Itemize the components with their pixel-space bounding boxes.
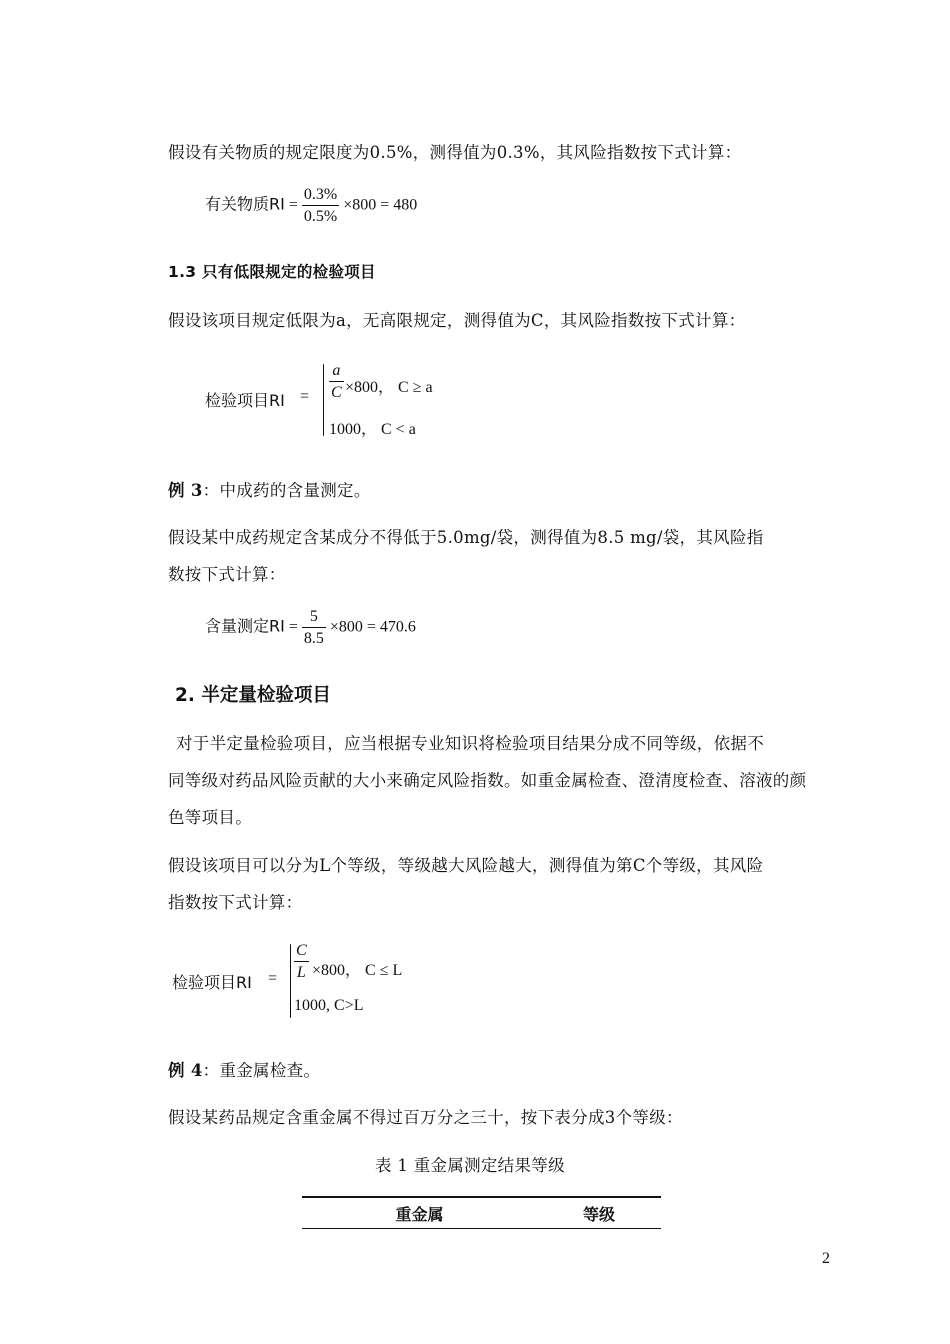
- formula-equals: =: [268, 970, 278, 987]
- piecewise-case-1: ×800， C ≥ a: [345, 379, 433, 396]
- formula-equals: =: [288, 196, 298, 214]
- heavy-metal-table: [302, 1196, 661, 1229]
- table-header-cell: 重金属: [395, 1204, 444, 1224]
- piecewise-brace: [323, 364, 324, 436]
- formula-result: ×800 = 470.6: [329, 618, 416, 636]
- section-heading-2: 2. 半定量检验项目: [175, 685, 331, 706]
- section-heading-1-3: 1.3 只有低限规定的检验项目: [168, 263, 376, 281]
- formula-equals: =: [300, 388, 310, 405]
- table-header-cell: 等级: [582, 1204, 615, 1224]
- paragraph-content-line-1: 假设某中成药规定含某成分不得低于5.0mg/袋，测得值为8.5 mg/袋，其风险指: [168, 528, 764, 547]
- paragraph-lower-limit: 假设该项目规定低限为a，无高限规定，测得值为C，其风险指数按下式计算：: [168, 311, 746, 330]
- formula-fraction: [302, 608, 326, 648]
- fraction-numerator: C: [294, 942, 309, 962]
- formula-label: 检验项目RI: [172, 973, 252, 992]
- piecewise-brace: [290, 944, 291, 1018]
- piecewise-case-2: 1000, C>L: [294, 997, 364, 1014]
- paragraph-semi-quantitative-line-1: 对于半定量检验项目，应当根据专业知识将检验项目结果分成不同等级，依据不: [176, 734, 764, 753]
- fraction-denominator: 8.5: [303, 630, 324, 647]
- formula-label: 含量测定RI: [205, 616, 285, 636]
- example-label: 例 3: [168, 481, 203, 500]
- formula-related-substances: [205, 186, 417, 226]
- fraction-numerator: a: [329, 362, 344, 382]
- formula-result: ×800 = 480: [343, 196, 418, 214]
- table-caption: 表 1 重金属测定结果等级: [375, 1156, 565, 1175]
- fraction-denominator: L: [296, 964, 306, 981]
- paragraph-semi-quantitative-line-3: 色等项目。: [168, 808, 252, 827]
- fraction-denominator: 0.5%: [303, 208, 338, 225]
- paragraph-levels-line-1: 假设该项目可以分为L个等级，等级越大风险越大，测得值为第C个等级，其风险: [168, 856, 764, 875]
- example-3: [168, 477, 371, 501]
- example-label: 例 4: [168, 1061, 203, 1080]
- paragraph-levels-line-2: 指数按下式计算：: [168, 893, 303, 912]
- formula-levels-piecewise: [172, 940, 492, 1020]
- paragraph-content-line-2: 数按下式计算：: [168, 565, 286, 584]
- example-text: ：中成药的含量测定。: [202, 481, 371, 500]
- piecewise-case-1: ×800， C ≤ L: [312, 962, 403, 979]
- paragraph-related-substances: 假设有关物质的规定限度为0.5%，测得值为0.3%，其风险指数按下式计算：: [168, 143, 742, 162]
- example-4: [168, 1057, 320, 1081]
- formula-lower-limit-piecewise: [205, 360, 505, 440]
- example-text: ：重金属检查。: [202, 1061, 321, 1080]
- paragraph-heavy-metal: 假设某药品规定含重金属不得过百万分之三十，按下表分成3个等级：: [168, 1108, 683, 1127]
- formula-fraction: [302, 186, 339, 226]
- formula-equals: =: [288, 618, 298, 636]
- table-header-row: [302, 1198, 661, 1229]
- fraction-numerator: 5: [302, 608, 326, 628]
- page-number: 2: [822, 1250, 830, 1267]
- formula-fraction: [329, 362, 344, 402]
- fraction-numerator: 0.3%: [302, 186, 339, 206]
- paragraph-semi-quantitative-line-2: 同等级对药品风险贡献的大小来确定风险指数。如重金属检查、澄清度检查、溶液的颜: [168, 771, 807, 790]
- fraction-denominator: C: [331, 384, 342, 401]
- piecewise-case-2: 1000， C < a: [329, 421, 416, 438]
- formula-content-determination: [205, 608, 416, 648]
- formula-label: 有关物质RI: [205, 194, 285, 214]
- formula-fraction: [294, 942, 309, 982]
- formula-label: 检验项目RI: [205, 391, 285, 410]
